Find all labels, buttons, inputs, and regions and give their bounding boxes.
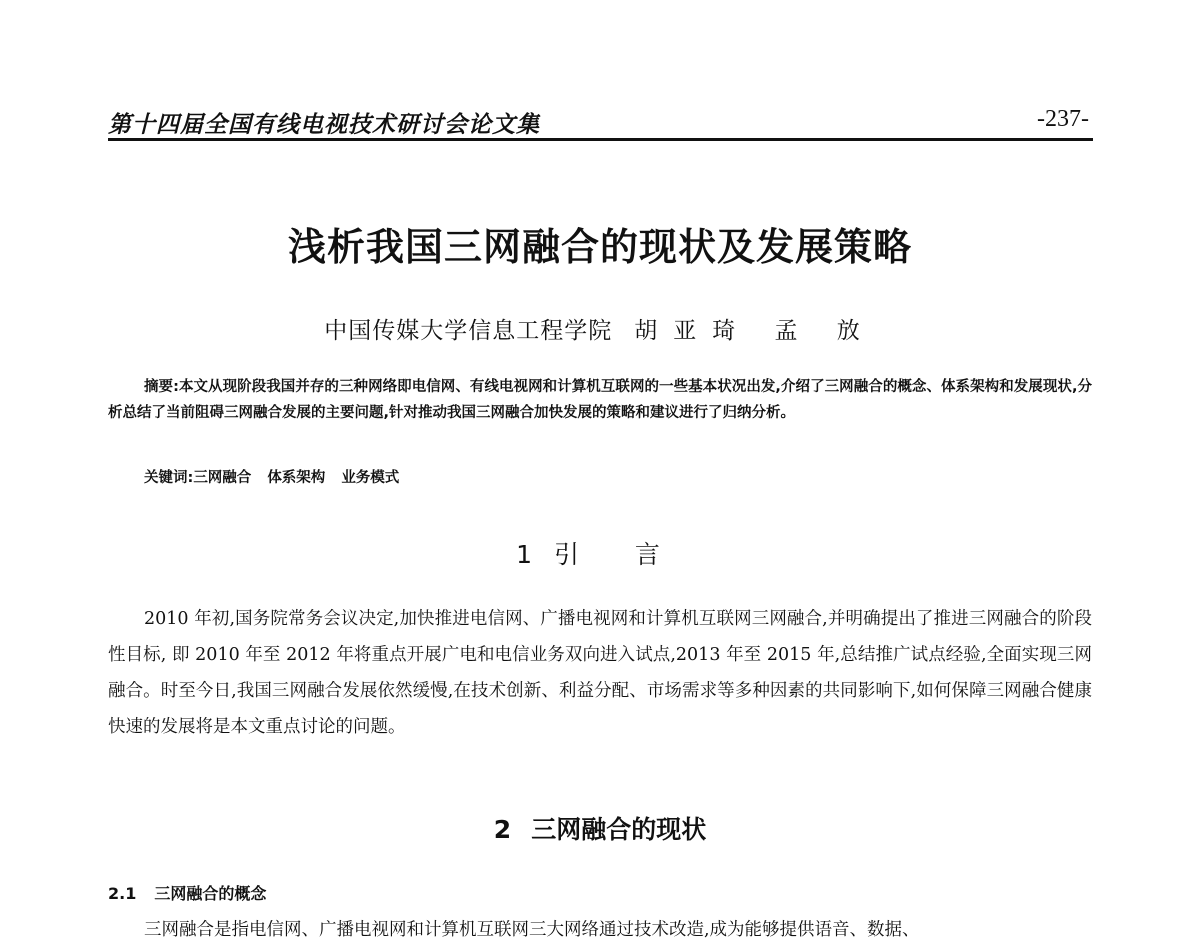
keywords-label: 关键词: — [144, 470, 194, 486]
keyword: 业务模式 — [341, 470, 400, 486]
proceedings-title: 第十四届全国有线电视技术研讨会论文集 — [108, 111, 540, 138]
subsection-heading — [108, 881, 266, 904]
subsection-number: 2.1 — [108, 884, 137, 903]
author-names: 胡亚琦 孟 放 — [634, 318, 876, 344]
section-number: 2 — [493, 815, 512, 844]
section-heading — [0, 535, 1200, 571]
section-title: 三网融合的现状 — [531, 815, 707, 844]
article-title: 浅析我国三网融合的现状及发展策略 — [287, 225, 912, 269]
subsection-title: 三网融合的概念 — [154, 884, 267, 903]
abstract: 摘要:本文从现阶段我国并存的三种网络即电信网、有线电视网和计算机互联网的一些基本状况出发,介绍了三网融合的概念、体系架构和发展现状,分析总结了当前阻碍三网融合发展的主要问题,针对推动我国三网融合加快发展的策略和建议进行了归纳分析。 — [108, 379, 1092, 421]
section-title: 引 言 — [553, 540, 684, 569]
section-heading — [0, 810, 1200, 846]
page-number: -237- — [1037, 106, 1089, 132]
author-affiliation: 中国传媒大学信息工程学院 — [324, 318, 613, 344]
keyword: 三网融合 — [193, 470, 252, 486]
section-number: 1 — [516, 540, 532, 569]
body-paragraph: 三网融合是指电信网、广播电视网和计算机互联网三大网络通过技术改造,成为能够提供语音、数据、 — [144, 920, 920, 940]
body-paragraph: 2010 年初,国务院常务会议决定,加快推进电信网、广播电视网和计算机互联网三网融合,并明确提出了推进三网融合的阶段性目标, 即 2010 年至 2012 年将重点开展广电和电信业务双向进入试点,2013 年至 2015 年,总结推广试点经验,全面实现三网融合。时至今日,我国三网融合发展依然缓慢,在技术创新、利益分配、市场需求等多种因素的共同影响下,如何保障三网融合健康快速的发展将是本文重点讨论的问题。 — [108, 609, 1092, 737]
author-line — [0, 312, 1200, 345]
keywords-line — [144, 466, 415, 487]
running-header — [108, 104, 1093, 141]
keyword: 体系架构 — [267, 470, 326, 486]
